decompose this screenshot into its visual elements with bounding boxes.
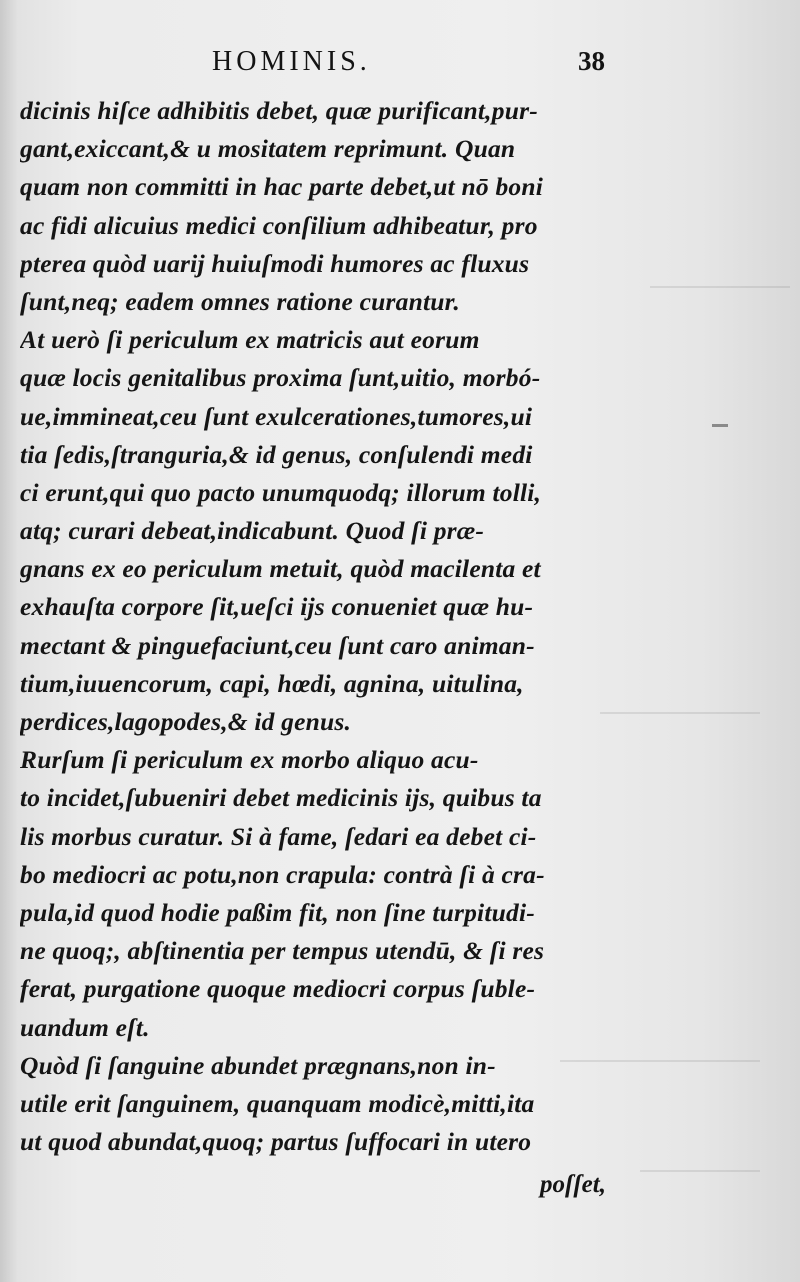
text-line: ac fidi alicuius medici conſilium adhibeatur, pro bbox=[20, 210, 538, 240]
text-line: tium,iuuencorum, capi, hœdi, agnina, uitulina, bbox=[20, 668, 524, 698]
bleed-through-mark bbox=[640, 1170, 760, 1172]
text-line: gnans ex eo periculum metuit, quòd macilenta et bbox=[20, 554, 541, 584]
text-line: uandum eſt. bbox=[20, 1012, 150, 1042]
text-line: ut quod abundat,quoq; partus ſuffocari in utero bbox=[20, 1127, 532, 1157]
text-line: perdices,lagopodes,& id genus. bbox=[20, 707, 352, 736]
text-line: ſunt,neq; eadem omnes ratione curantur. bbox=[20, 286, 460, 316]
text-line: exhauſta corpore ſit,ueſci ijs conueniet quæ hu- bbox=[20, 592, 534, 622]
text-line: quæ locis genitalibus proxima ſunt,uitio, morbó- bbox=[20, 363, 541, 393]
text-line: mectant & pinguefaciunt,ceu ſunt caro animan- bbox=[20, 630, 535, 660]
text-line: dicinis hiſce adhibitis debet, quæ purificant,pur- bbox=[20, 96, 538, 125]
text-line: tia ſedis,ſtranguria,& id genus, conſulendi medi bbox=[20, 439, 533, 469]
text-line: lis morbus curatur. Si à fame, ſedari ea debet ci- bbox=[20, 821, 537, 851]
running-title: HOMINIS. bbox=[212, 46, 371, 77]
bleed-through-mark bbox=[650, 286, 790, 288]
text-line: quam non committi in hac parte debet,ut nō boni bbox=[20, 172, 544, 202]
page-header bbox=[0, 46, 800, 86]
text-line: to incidet,ſubueniri debet medicinis ijs, quibus ta bbox=[20, 783, 542, 813]
margin-mark bbox=[712, 424, 728, 427]
text-line: ferat, purgatione quoque mediocri corpus ſuble- bbox=[20, 974, 536, 1004]
text-line: ci erunt,qui quo pacto unumquodq; illorum tolli, bbox=[20, 477, 542, 507]
text-line: gant,exiccant,& u mositatem reprimunt. Quan bbox=[20, 134, 516, 164]
text-line: Quòd ſi ſanguine abundet prægnans,non in- bbox=[20, 1050, 496, 1080]
text-line: bo mediocri ac potu,non crapula: contrà ſi à cra- bbox=[20, 859, 545, 889]
body-text bbox=[20, 92, 630, 1161]
text-line: utile erit ſanguinem, quanquam modicè,mitti,ita bbox=[20, 1088, 535, 1118]
text-line: pula,id quod hodie paßim fit, non ſine turpitudi- bbox=[20, 897, 535, 927]
text-line: atq; curari debeat,indicabunt. Quod ſi præ- bbox=[20, 516, 485, 546]
text-line: ue,immineat,ceu ſunt exulcerationes,tumores,ui bbox=[20, 401, 533, 431]
page-number: 38 bbox=[578, 46, 605, 76]
text-line: At uerò ſi periculum ex matricis aut eorum bbox=[20, 325, 480, 355]
text-line: pterea quòd uarij huiuſmodi humores ac fluxus bbox=[20, 248, 530, 278]
text-line: Rurſum ſi periculum ex morbo aliquo acu- bbox=[20, 745, 479, 775]
text-line: ne quoq;, abſtinentia per tempus utendū, & ſi res bbox=[20, 936, 545, 966]
catchword: poſſet, bbox=[540, 1171, 606, 1198]
